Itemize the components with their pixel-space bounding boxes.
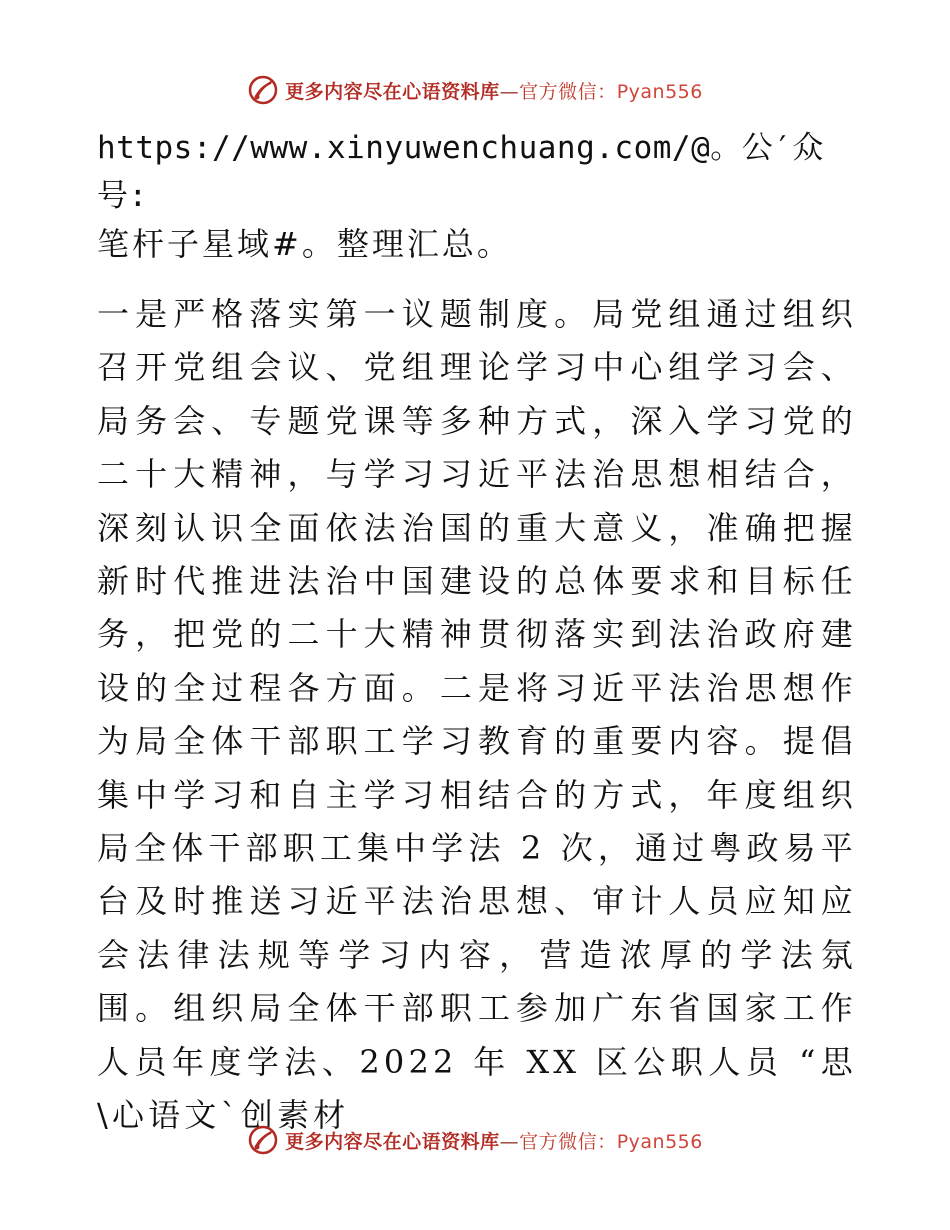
banner-main-text: 更多内容尽在心语资料库 bbox=[285, 80, 500, 103]
banner-text bbox=[285, 1127, 703, 1154]
banner-text bbox=[285, 77, 703, 104]
banner-wechat-label: 官方微信： bbox=[519, 1130, 617, 1153]
footer-banner bbox=[0, 1120, 950, 1160]
banner-wechat-label: 官方微信： bbox=[519, 80, 617, 103]
document-body bbox=[97, 124, 857, 1143]
banner-main-text: 更多内容尽在心语资料库 bbox=[285, 1130, 500, 1153]
banner-separator: — bbox=[499, 1130, 520, 1153]
banner-separator: — bbox=[499, 80, 520, 103]
main-paragraph: 一是严格落实第一议题制度。局党组通过组织召开党组会议、党组理论学习中心组学习会、局务会、专题党课等多种方式，深入学习党的二十大精神，与学习习近平法治思想相结合，深刻认识全面依法治国的重大意义，准确把握新时代推进法治中国建设的总体要求和目标任务，把党的二十大精神贯彻落实到法治政府建设的全过程各方面。二是将习近平法治思想作为局全体干部职工学习教育的重要内容。提倡集中学习和自主学习相结合的方式，年度组织局全体干部职工集中学法 2 次，通过粤政易平台及时推送习近平法治思想、审计人员应知应会法律法规等学习内容，营造浓厚的学法氛围。组织局全体干部职工参加广东省国家工作人员年度学法、2022 年 XX 区公职人员 “思\心语文`创素材 bbox=[97, 295, 857, 1135]
banner-wechat-id: Pyan556 bbox=[616, 80, 703, 103]
header-banner bbox=[0, 70, 950, 110]
banner-wechat-id: Pyan556 bbox=[616, 1130, 703, 1153]
brush-logo-icon bbox=[247, 74, 279, 106]
source-author-line: 笔杆子星域#。整理汇总。 bbox=[97, 225, 512, 263]
brush-logo-icon bbox=[247, 1124, 279, 1156]
source-note bbox=[97, 124, 857, 268]
source-url-line: https://www.xinyuwenchuang.com/@。公′众号: bbox=[97, 130, 824, 214]
